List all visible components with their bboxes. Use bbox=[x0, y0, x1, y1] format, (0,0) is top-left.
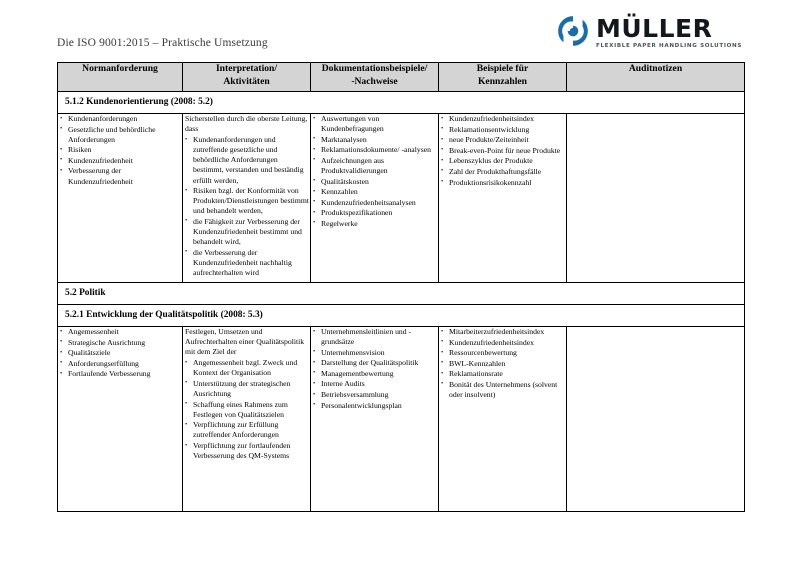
section-heading-row bbox=[58, 305, 745, 327]
list-item: • Kundenzufriedenheitsindex bbox=[439, 114, 566, 124]
header-line-2: Kennzahlen bbox=[477, 75, 528, 87]
list-item: • Break-even-Point für neue Produkte bbox=[439, 146, 566, 156]
list-item: • Unterstützung der strategischen Ausrichtung bbox=[183, 379, 310, 399]
list-item: • Gesetzliche und behördliche Anforderungen bbox=[58, 125, 182, 145]
list-item: • Regelwerke bbox=[311, 219, 438, 229]
cell-normanforderung bbox=[58, 114, 183, 283]
list-item: • die Verbesserung der Kundenzufriedenheit nachhaltig aufrechterhalten wird bbox=[183, 248, 310, 278]
list-item: • Verpflichtung zur Erfüllung zutreffender Anforderungen bbox=[183, 420, 310, 440]
list-item: • Betriebsversammlung bbox=[311, 390, 438, 400]
list-item: • Risiken bbox=[58, 145, 182, 155]
page-header bbox=[0, 0, 800, 62]
list-normanforderung-521 bbox=[58, 327, 182, 379]
header-line-1: Auditnotizen bbox=[628, 63, 683, 74]
list-item: • Produktionsrisikokennzahl bbox=[439, 178, 566, 188]
list-item: • Qualitätsziele bbox=[58, 348, 182, 358]
header-line-1: Interpretation/ bbox=[215, 63, 278, 74]
list-item: • Marktanalysen bbox=[311, 135, 438, 145]
table-row bbox=[58, 114, 745, 283]
list-item: • Interne Audits bbox=[311, 379, 438, 389]
list-item: • neue Produkte/Zeiteinheit bbox=[439, 135, 566, 145]
list-item: • Personalentwicklungsplan bbox=[311, 401, 438, 411]
list-kennzahlen-512 bbox=[439, 114, 566, 188]
header-line-1: Beispiele für bbox=[476, 63, 529, 74]
list-item: • Auswertungen von Kundenbefragungen bbox=[311, 114, 438, 134]
list-item: • Kennzahlen bbox=[311, 187, 438, 197]
list-item: • Zahl der Produkthaftungsfälle bbox=[439, 167, 566, 177]
list-item: • Unternehmensvision bbox=[311, 348, 438, 358]
muller-swirl-icon bbox=[556, 14, 590, 48]
list-item: • Produktspezifikationen bbox=[311, 208, 438, 218]
list-interpretation-512 bbox=[183, 135, 310, 278]
list-item: • Angemessenheit bzgl. Zweck und Kontext der Organisation bbox=[183, 358, 310, 378]
list-item: • Schaffung eines Rahmens zum Festlegen von Qualitätszielen bbox=[183, 400, 310, 420]
list-item: • Anforderungserfüllung bbox=[58, 359, 182, 369]
list-item: • Reklamationsdokumente/ -analysen bbox=[311, 145, 438, 155]
list-item: • Angemessenheit bbox=[58, 327, 182, 337]
cell-auditnotizen[interactable] bbox=[567, 327, 745, 512]
cell-interpretation bbox=[183, 114, 311, 283]
header-line-1: Normanforderung bbox=[82, 63, 158, 74]
cell-dokumentation bbox=[311, 114, 439, 283]
list-item: • Reklamationsentwicklung bbox=[439, 125, 566, 135]
list-item: • Kundenzufriedenheitsindex bbox=[439, 338, 566, 348]
company-logo bbox=[556, 14, 742, 49]
list-item: • Verbesserung der Kundenzufriedenheit bbox=[58, 166, 182, 186]
page-title: Die ISO 9001:2015 – Praktische Umsetzung bbox=[57, 37, 268, 49]
column-header-normanforderung bbox=[58, 63, 183, 92]
cell-kennzahlen bbox=[439, 327, 567, 512]
section-heading-512: 5.1.2 Kundenorientierung (2008: 5.2) bbox=[58, 92, 745, 114]
interpretation-lead-521: Festlegen, Umsetzen und Aufrechterhalten einer Qualitätspolitik mit dem Ziel der bbox=[185, 327, 305, 357]
logo-text bbox=[596, 14, 742, 49]
list-item: • Unternehmensleitlinien und -grundsätze bbox=[311, 327, 438, 347]
logo-wordmark: MÜLLER bbox=[596, 14, 713, 43]
list-item: • Fortlaufende Verbesserung bbox=[58, 369, 182, 379]
iso-requirements-table bbox=[57, 62, 745, 512]
table-header-row bbox=[58, 63, 745, 92]
list-item: • Verpflichtung zur fortlaufenden Verbesserung des QM-Systems bbox=[183, 441, 310, 461]
section-heading-52: 5.2 Politik bbox=[58, 283, 745, 305]
list-item: • Qualitätskosten bbox=[311, 177, 438, 187]
column-header-kennzahlen bbox=[439, 63, 567, 92]
list-item: • Kundenanforderungen bbox=[58, 114, 182, 124]
list-item: • Lebenszyklus der Produkte bbox=[439, 156, 566, 166]
list-item: • Risiken bzgl. der Konformität von Produkten/Dienstleistungen bestimmt und behandelt werden, bbox=[183, 186, 310, 216]
list-item: • Kundenzufriedenheit bbox=[58, 156, 182, 166]
cell-auditnotizen[interactable] bbox=[567, 114, 745, 283]
header-line-2: -Nachweise bbox=[351, 75, 398, 87]
table-head bbox=[58, 63, 745, 92]
list-item: • Kundenzufriedenheitsanalysen bbox=[311, 198, 438, 208]
list-item: • Aufzeichnungen aus Produktvalidierungen bbox=[311, 156, 438, 176]
list-item: • BWL-Kennzahlen bbox=[439, 359, 566, 369]
list-item: • Managementbewertung bbox=[311, 369, 438, 379]
cell-dokumentation bbox=[311, 327, 439, 512]
list-item: • Strategische Ausrichtung bbox=[58, 338, 182, 348]
column-header-interpretation bbox=[183, 63, 311, 92]
list-kennzahlen-521 bbox=[439, 327, 566, 400]
table-body bbox=[58, 92, 745, 512]
list-item: • Bonität des Unternehmens (solvent oder insolvent) bbox=[439, 380, 566, 400]
section-heading-521: 5.2.1 Entwicklung der Qualitätspolitik (2008: 5.3) bbox=[58, 305, 745, 327]
cell-kennzahlen bbox=[439, 114, 567, 283]
header-line-2: Aktivitäten bbox=[223, 75, 270, 87]
list-item: • Mitarbeiterzufriedenheitsindex bbox=[439, 327, 566, 337]
list-interpretation-521 bbox=[183, 358, 310, 461]
cell-normanforderung bbox=[58, 327, 183, 512]
header-line-1: Dokumentationsbeispiele/ bbox=[321, 63, 428, 74]
column-header-auditnotizen bbox=[567, 63, 745, 92]
list-item: • Reklamationsrate bbox=[439, 369, 566, 379]
list-item: • Darstellung der Qualitätspolitik bbox=[311, 358, 438, 368]
interpretation-lead-512: Sicherstellen durch die oberste Leitung, dass bbox=[185, 114, 308, 134]
list-dokumentation-521 bbox=[311, 327, 438, 411]
cell-interpretation bbox=[183, 327, 311, 512]
list-item: • Kundenanforderungen und zutreffende gesetzliche und behördliche Anforderungen bestimmt, verstanden und beständig erfüllt werden, bbox=[183, 135, 310, 185]
list-normanforderung-512 bbox=[58, 114, 182, 187]
section-heading-row bbox=[58, 283, 745, 305]
list-item: • Ressourcenbewertung bbox=[439, 348, 566, 358]
table-row bbox=[58, 327, 745, 512]
list-item: • die Fähigkeit zur Verbesserung der Kundenzufriedenheit bestimmt und behandelt wird, bbox=[183, 217, 310, 247]
column-header-dokumentationsbeispiele bbox=[311, 63, 439, 92]
list-dokumentation-512 bbox=[311, 114, 438, 229]
logo-tagline: FLEXIBLE PAPER HANDLING SOLUTIONS bbox=[596, 43, 742, 49]
section-heading-row bbox=[58, 92, 745, 114]
